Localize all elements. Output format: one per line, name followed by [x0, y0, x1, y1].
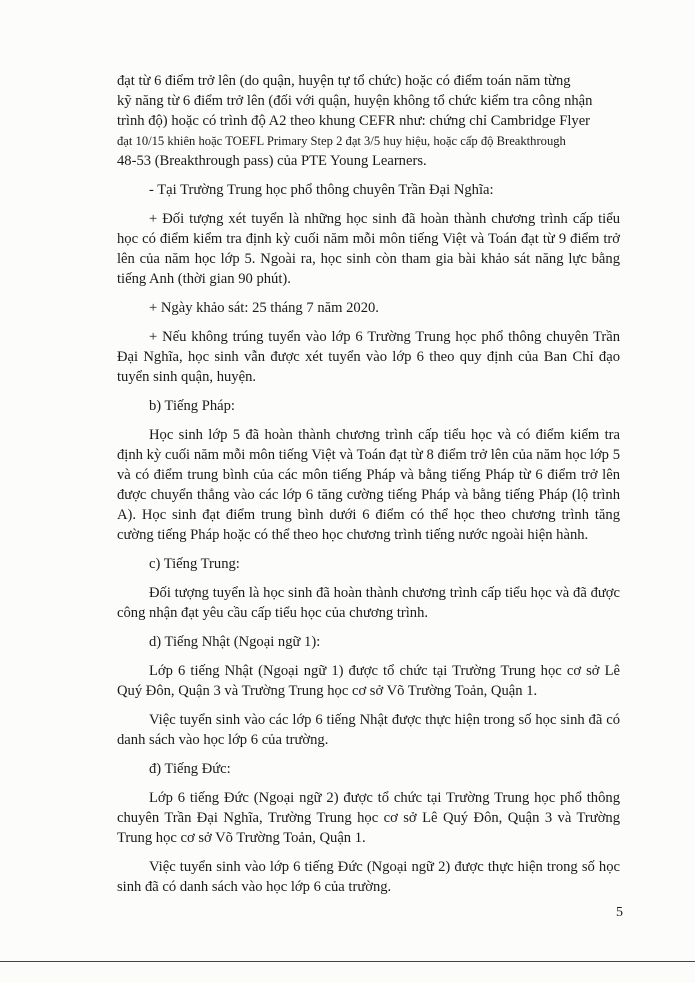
section-heading-japanese: d) Tiếng Nhật (Ngoại ngữ 1):: [149, 634, 321, 650]
paragraph-chinese-criteria: Đối tượng tuyển là học sinh đã hoàn thành chương trình cấp tiểu học và đã được công nhận đạt yêu cầu cấp tiểu học của chương trình.: [117, 585, 620, 621]
paragraph-japanese-schools: Lớp 6 tiếng Nhật (Ngoại ngữ 1) được tổ chức tại Trường Trung học cơ sở Lê Quý Đôn, Quận 3 và Trường Trung học cơ sở Võ Trường Toản, Quận 1.: [117, 663, 620, 699]
paragraph-survey-date: + Ngày khảo sát: 25 tháng 7 năm 2020.: [149, 300, 379, 316]
page-number: 5: [616, 905, 623, 920]
section-heading-french: b) Tiếng Pháp:: [149, 398, 235, 414]
text-line: 48-53 (Breakthrough pass) của PTE Young Learners.: [117, 153, 427, 169]
paragraph-selection-criteria: + Đối tượng xét tuyển là những học sinh đã hoàn thành chương trình cấp tiểu học có điểm kiểm tra định kỳ cuối năm mỗi môn tiếng Việt và Toán đạt từ 9 điểm trở lên của năm học lớp 5. Ngoài ra, học sinh còn tham gia bài khảo sát năng lực bằng tiếng Anh (thời gian 90 phút).: [117, 211, 620, 287]
document-body: [117, 71, 620, 906]
text-line: kỹ năng từ 6 điểm trở lên (đối với quận, huyện không tổ chức kiểm tra công nhận: [117, 93, 593, 109]
paragraph-english-criteria-continued: [117, 71, 620, 171]
paragraph-tran-dai-nghia-heading: - Tại Trường Trung học phổ thông chuyên Trần Đại Nghĩa:: [149, 182, 494, 198]
text-line: đạt từ 6 điểm trở lên (do quận, huyện tự tổ chức) hoặc có điểm toán năm từng: [117, 73, 571, 89]
paragraph-french-criteria: Học sinh lớp 5 đã hoàn thành chương trình cấp tiểu học và có điểm kiểm tra định kỳ cuối năm mỗi môn tiếng Việt và Toán đạt từ 8 điểm trở lên của năm học lớp 5 và có điểm trung bình của các môn tiếng Pháp và bằng tiếng Pháp từ 6 điểm trở lên được chuyển thẳng vào các lớp 6 tăng cường tiếng Pháp và bằng tiếng Pháp (lộ trình A). Học sinh đạt điểm trung bình dưới 6 điểm có thể học theo chương trình tăng cường tiếng Pháp hoặc có thể theo học chương trình tiếng nước ngoài hiện hành.: [117, 427, 620, 543]
paragraph-japanese-admission: Việc tuyển sinh vào các lớp 6 tiếng Nhật được thực hiện trong số học sinh đã có danh sách vào học lớp 6 của trường.: [117, 712, 620, 748]
paragraph-german-admission: Việc tuyển sinh vào lớp 6 tiếng Đức (Ngoại ngữ 2) được thực hiện trong số học sinh đã có danh sách vào học lớp 6 của trường.: [117, 859, 620, 895]
paragraph-german-schools: Lớp 6 tiếng Đức (Ngoại ngữ 2) được tổ chức tại Trường Trung học phổ thông chuyên Trần Đại Nghĩa, Trường Trung học cơ sở Lê Quý Đôn, Quận 3 và Trường Trung học cơ sở Võ Trường Toản, Quận 1.: [117, 790, 620, 846]
section-heading-german: đ) Tiếng Đức:: [149, 761, 231, 777]
text-line: trình độ) hoặc có trình độ A2 theo khung CEFR như: chứng chỉ Cambridge Flyer: [117, 113, 591, 129]
paragraph-fallback-admission: + Nếu không trúng tuyển vào lớp 6 Trường Trung học phổ thông chuyên Trần Đại Nghĩa, học sinh vẫn được xét tuyển vào lớp 6 theo quy định của Ban Chỉ đạo tuyển sinh quận, huyện.: [117, 329, 620, 385]
bottom-divider: [0, 961, 695, 962]
section-heading-chinese: c) Tiếng Trung:: [149, 556, 240, 572]
text-line: đạt 10/15 khiên hoặc TOEFL Primary Step 2 đạt 3/5 huy hiệu, hoặc cấp độ Breakthrough: [117, 134, 566, 148]
